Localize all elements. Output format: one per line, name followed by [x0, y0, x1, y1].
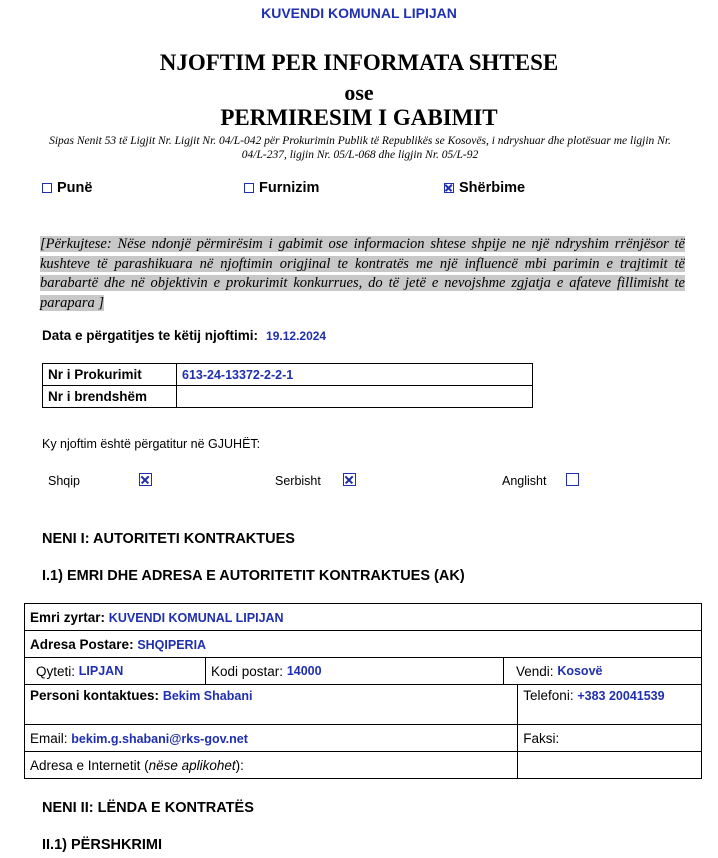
- language-intro: Ky njoftim është përgatitur në GJUHËT:: [42, 437, 261, 451]
- section-1-1-title: I.1) EMRI DHE ADRESA E AUTORITETIT KONTRAKTUES (AK): [42, 568, 465, 584]
- country-value: Kosovë: [557, 664, 603, 678]
- fax-cell: [518, 725, 702, 752]
- page-title: NJOFTIM PER INFORMATA SHTESE: [159, 50, 559, 75]
- postal-code-value: 14000: [286, 664, 322, 678]
- city-row-cell: [25, 658, 702, 685]
- checkbox-sherbime[interactable]: [444, 180, 525, 196]
- official-name-cell: Emri zyrtar: KUVENDI KOMUNAL LIPIJAN: [25, 604, 702, 631]
- phone-cell: [518, 685, 702, 725]
- table-row: [25, 631, 702, 658]
- internet-label-end: ):: [235, 757, 244, 773]
- language-label-shqip: Shqip: [48, 474, 80, 488]
- internet-cell: [25, 752, 518, 779]
- table-row: [25, 658, 702, 685]
- email-label: Email:: [30, 730, 68, 746]
- postal-code-cell: [206, 658, 504, 684]
- language-label-serbisht: Serbisht: [275, 474, 321, 488]
- internet-label: Adresa e Internetit (: [30, 757, 149, 773]
- checkbox-icon[interactable]: [566, 473, 579, 486]
- section-1-title: NENI I: AUTORITETI KONTRAKTUES: [42, 531, 295, 547]
- authority-table: [24, 603, 702, 779]
- table-row: [43, 386, 533, 408]
- procurement-nr-value[interactable]: 613-24-13372-2-2-1: [177, 364, 533, 386]
- checkbox-furnizim[interactable]: [244, 180, 319, 196]
- legal-basis: Sipas Nenit 53 të Ligjit Nr. Ligjit Nr. 04/L-042 për Prokurimin Publik të Republikës se Kosovës, i ndryshuar dhe plotësuar me ligjin Nr. 04/L-237, ligjin Nr. 05/L-068 dhe ligjin Nr. 05/L-92: [49, 135, 671, 161]
- empty-cell: [518, 752, 702, 779]
- checkbox-label: Furnizim: [259, 180, 320, 196]
- section-2-1-title: II.1) PËRSHKRIMI: [42, 837, 163, 853]
- reminder-note: [40, 235, 685, 313]
- language-label-anglisht: Anglisht: [502, 474, 547, 488]
- table-row: [25, 725, 702, 752]
- city-cell: [25, 658, 206, 684]
- phone-label: Telefoni:: [523, 688, 574, 703]
- table-row: [25, 752, 702, 779]
- official-name-value: KUVENDI KOMUNAL LIPIJAN: [108, 610, 284, 625]
- prep-date-label: Data e përgatitjes te këtij njoftimi:: [42, 328, 259, 343]
- title-or: ose: [344, 80, 374, 105]
- city-value: LIPJAN: [78, 664, 124, 678]
- authority-header: KUVENDI KOMUNAL LIPIJAN: [261, 5, 457, 21]
- checkbox-icon: [42, 183, 52, 193]
- email-value[interactable]: bekim.g.shabani@rks-gov.net: [71, 731, 248, 746]
- page-subtitle: PERMIRESIM I GABIMIT: [220, 105, 498, 130]
- contact-cell: [25, 685, 518, 725]
- country-cell: [504, 658, 701, 684]
- postal-address-label: Adresa Postare: [30, 636, 130, 652]
- country-label: Vendi:: [516, 663, 554, 679]
- email-cell: [25, 725, 518, 752]
- official-name-label: Emri zyrtar: [30, 609, 101, 625]
- internal-nr-value[interactable]: [177, 386, 533, 408]
- checked-box-icon: [444, 183, 454, 193]
- table-row: [25, 604, 702, 631]
- fax-label: Faksi:: [523, 730, 560, 746]
- reminder-text: [Përkujtese: Nëse ndonjë përmirësim i gabimit ose informacion shtese shpije ne një ndryshim rrënjësor të kushteve të parashikuara në njoftimin origjinal te kontratës me një influencë mbi parimin e trajtimit të barabartë dhe në objektivin e prokurimit konkurrues, do të jetë e nevojshme zgjatja e afateve fillimisht te parapara ]: [40, 236, 685, 311]
- postal-address-cell: Adresa Postare: SHQIPERIA: [25, 631, 702, 658]
- contact-label: Personi kontaktues:: [30, 688, 160, 703]
- procurement-nr-label: Nr i Prokurimit: [43, 364, 177, 386]
- checkbox-label: Punë: [57, 180, 93, 196]
- checked-box-icon[interactable]: [343, 473, 356, 486]
- prep-date: [42, 328, 326, 343]
- contact-value: Bekim Shabani: [162, 689, 253, 703]
- procurement-table: [42, 363, 533, 408]
- checkbox-pune[interactable]: [42, 180, 92, 196]
- checkbox-label: Shërbime: [459, 180, 526, 196]
- prep-date-value: 19.12.2024: [266, 329, 327, 343]
- phone-value: +383 20041539: [577, 689, 665, 703]
- internal-nr-label: Nr i brendshëm: [43, 386, 177, 408]
- table-row: [43, 364, 533, 386]
- internet-label-note: nëse aplikohet: [148, 757, 236, 773]
- checked-box-icon[interactable]: [139, 473, 152, 486]
- section-2-title: NENI II: LËNDA E KONTRATËS: [42, 800, 254, 816]
- postal-address-value: SHQIPERIA: [137, 637, 207, 652]
- table-row: [25, 685, 702, 725]
- city-label: Qyteti:: [36, 663, 76, 679]
- checkbox-icon: [244, 183, 254, 193]
- postal-code-label: Kodi postar:: [211, 663, 284, 679]
